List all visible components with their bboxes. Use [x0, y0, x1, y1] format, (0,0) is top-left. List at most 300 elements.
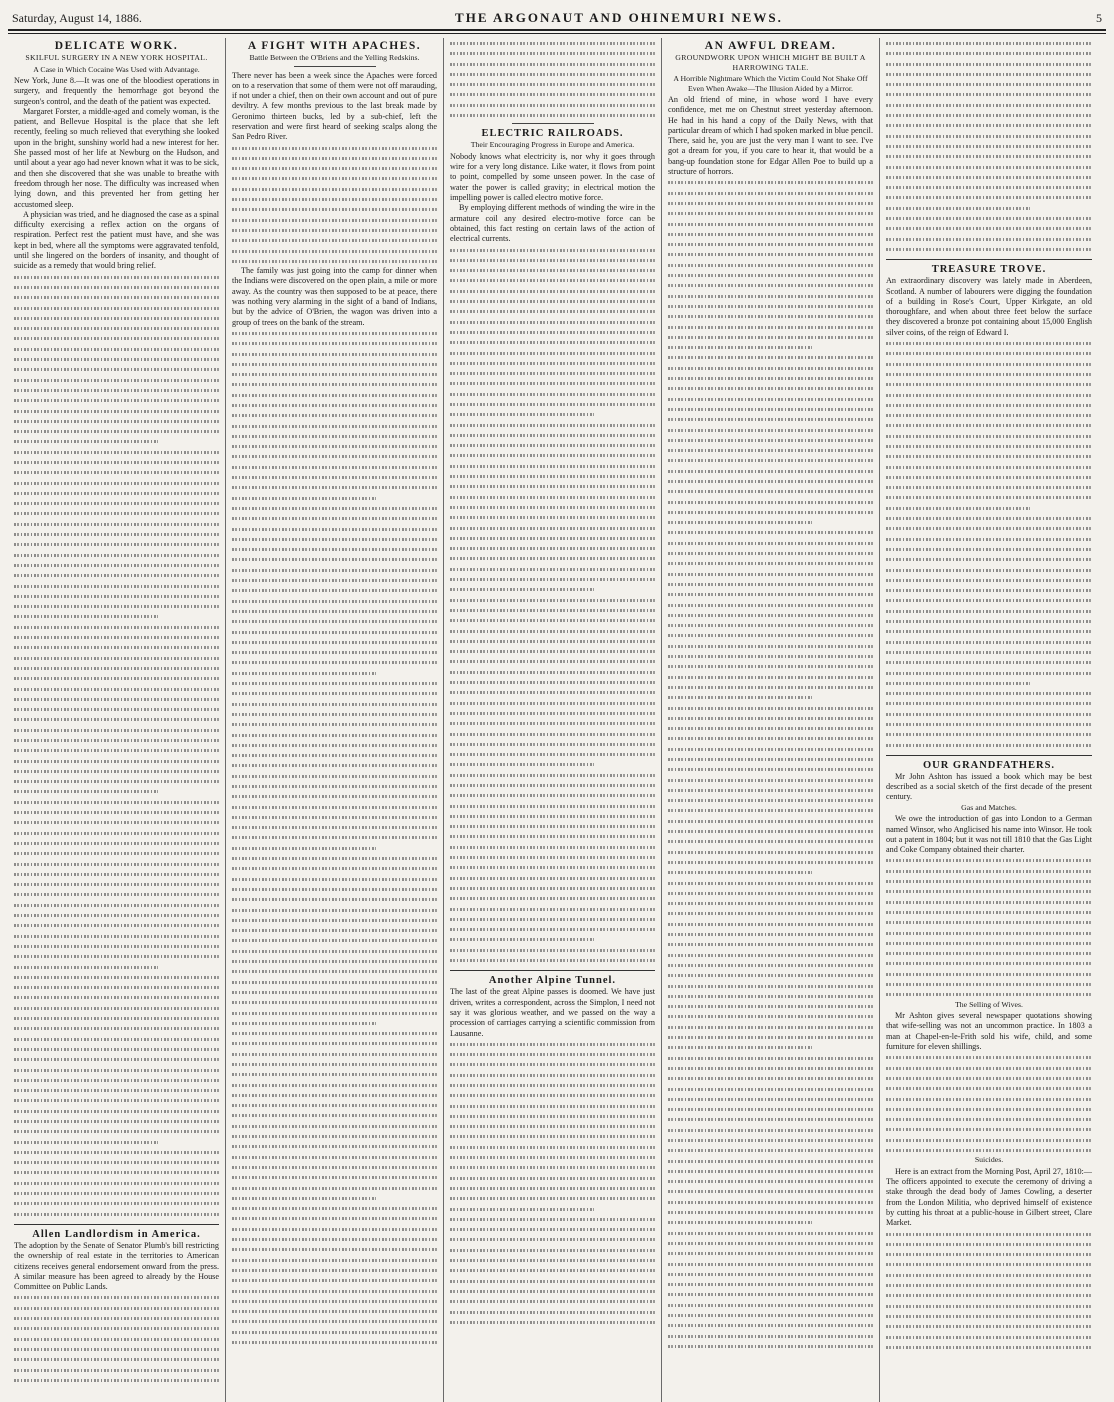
text-line [886, 938, 1092, 948]
body-text-block [886, 1229, 1092, 1353]
text-line [886, 876, 1092, 886]
text-line [450, 862, 655, 872]
text-line [886, 100, 1092, 110]
text-line [14, 426, 219, 436]
text-line [668, 1145, 873, 1155]
text-line [232, 874, 437, 884]
article-title-our-grandfathers: OUR GRANDFATHERS. [922, 759, 1056, 771]
text-line [450, 821, 655, 831]
text-line [886, 585, 1092, 595]
text-line [14, 1323, 219, 1333]
text-line [14, 951, 219, 961]
text-line [14, 889, 219, 899]
text-line [14, 622, 219, 632]
text-line [232, 997, 437, 1007]
text-line [668, 249, 873, 259]
column-4 [662, 38, 880, 1402]
text-line [450, 553, 655, 563]
text-line [232, 482, 437, 492]
text-line [450, 368, 655, 378]
text-line [450, 327, 655, 337]
body-text-block [232, 143, 437, 267]
text-line [14, 776, 219, 786]
text-line [886, 523, 1092, 533]
text-line [232, 1069, 437, 1079]
masthead [8, 0, 1106, 31]
text-line [450, 89, 655, 99]
text-line [14, 1188, 219, 1198]
text-line [450, 1049, 655, 1059]
text-line [232, 400, 437, 410]
text-line [886, 482, 1092, 492]
text-line [450, 399, 655, 409]
text-line [14, 560, 219, 570]
text-line [232, 554, 437, 564]
text-line [450, 275, 655, 285]
text-line [14, 292, 219, 302]
article-paragraph: New York, June 8.—It was one of the bloodiest operations in surgery, and frequently the hemorrhage got beyond the surgeon's control, and the death of the patient was expected. [14, 76, 219, 106]
text-line [232, 143, 437, 153]
text-line [14, 478, 219, 488]
text-line [14, 1095, 219, 1105]
text-line [14, 313, 219, 323]
text-line [232, 1213, 437, 1223]
text-line [232, 441, 437, 451]
text-line [14, 756, 219, 766]
text-line [232, 1316, 437, 1326]
text-line [232, 1306, 437, 1316]
text-line [450, 1142, 655, 1152]
text-line [668, 455, 873, 465]
text-line [450, 481, 655, 491]
article-paragraph: The last of the great Alpine passes is doomed. We have just driven, writes a correspondent, across the Simplon, I need not say it was glorious weather, and we passed on the way a procession of carriages carrying a scientific commission from Lausanne. [450, 987, 655, 1038]
text-line [450, 255, 655, 265]
text-line [232, 987, 437, 997]
text-line [450, 48, 655, 58]
text-line [232, 1131, 437, 1141]
text-line [450, 1193, 655, 1203]
text-line [886, 492, 1092, 502]
text-line [886, 565, 1092, 575]
text-line [886, 1104, 1092, 1114]
text-line [668, 1310, 873, 1320]
text-line [14, 354, 219, 364]
text-line [232, 153, 437, 163]
text-line [232, 349, 437, 359]
text-line [14, 416, 219, 426]
text-line [886, 1332, 1092, 1342]
text-line [232, 966, 437, 976]
body-text-block [886, 38, 1092, 254]
text-line [232, 1224, 437, 1234]
text-line [14, 601, 219, 611]
text-line [14, 1334, 219, 1344]
text-line [14, 817, 219, 827]
text-line [14, 735, 219, 745]
text-line [668, 383, 873, 393]
text-line [886, 38, 1092, 48]
text-line [232, 688, 437, 698]
article-title-delicate-work: DELICATE WORK. [54, 40, 179, 52]
text-line [232, 1183, 437, 1193]
text-line [14, 447, 219, 457]
text-line [886, 1280, 1092, 1290]
text-line [232, 410, 437, 420]
text-line [668, 991, 873, 1001]
text-line [232, 235, 437, 245]
text-line [14, 611, 158, 621]
text-line [450, 729, 655, 739]
text-line [14, 570, 219, 580]
text-line [14, 323, 219, 333]
text-line [668, 1259, 873, 1269]
text-line [450, 1101, 655, 1111]
text-line [232, 163, 437, 173]
text-line [450, 286, 655, 296]
text-line [14, 1167, 219, 1177]
text-line [14, 859, 219, 869]
text-line [668, 929, 873, 939]
text-line [886, 606, 1092, 616]
text-line [232, 616, 437, 626]
text-line [886, 359, 1092, 369]
text-line [232, 668, 376, 678]
text-line [668, 1300, 873, 1310]
article-paragraph: Nobody knows what electricity is, nor why it goes through wire for a very long distance. Like water, it flows from point to point, compelled by some unseen power. In the case of water the power is called gravity; in electrical motion the impelling power is called electro motive force. [450, 151, 655, 203]
body-text-block [886, 1052, 1092, 1155]
article-title-allen-landlordism: Allen Landlordism in America. [32, 1228, 201, 1240]
article-subtitle-fight-apaches: Battle Between the O'Briens and the Yelling Redskins. [249, 53, 420, 62]
text-line [668, 641, 873, 651]
text-line [886, 420, 1092, 430]
text-line [450, 656, 655, 666]
text-line [232, 1327, 437, 1337]
text-line [668, 1053, 873, 1063]
text-line [668, 754, 873, 764]
text-line [450, 1214, 655, 1224]
text-line [668, 1289, 873, 1299]
text-line [232, 225, 437, 235]
text-line [450, 337, 655, 347]
text-line [450, 924, 655, 934]
text-line [886, 369, 1092, 379]
text-line [668, 260, 873, 270]
article-divider [886, 755, 1092, 756]
text-line [668, 1238, 873, 1248]
text-line [232, 1028, 437, 1038]
text-line [14, 344, 219, 354]
text-line [886, 151, 1092, 161]
text-line [450, 564, 655, 574]
text-line [232, 1296, 437, 1306]
text-line [668, 1341, 873, 1351]
text-line [886, 131, 1092, 141]
text-line [668, 352, 873, 362]
text-line [886, 1063, 1092, 1073]
text-line [14, 406, 219, 416]
article-paragraph: An extraordinary discovery was lately made in Aberdeen, Scotland. A number of labourers were digging the foundation of a building in Rose's Court, Upper Kirkgate, an old thoroughfare, and when about three feet below the surface they discovered a bronze pot containing about 15,000 English silver coins, of the reign of Edward I. [886, 276, 1092, 337]
article-paragraph: An old friend of mine, in whose word I have every confidence, met me on Chestnut street yesterday afternoon. He had in his hand a copy of the Daily News, with that particular dream of which I had spoken marked in blue pencil. There, said he, you are just the very man I want to see. I've got a dream for you, if you care to hear it, that would be a bang-up foundation stone for Edgar Allen Poe to build up a structure of horrors. [668, 95, 873, 177]
text-line [668, 486, 873, 496]
text-line [668, 908, 873, 918]
text-line [232, 925, 437, 935]
text-line [450, 595, 655, 605]
text-line [668, 960, 873, 970]
text-line [232, 1286, 437, 1296]
text-line [668, 291, 873, 301]
text-line [14, 591, 219, 601]
article-paragraph: Mr Ashton gives several newspaper quotations showing that wife-selling was not an uncommon practice. In 1803 a man at Chapel-en-le-Frith sold his wife, child, and some furniture for eleven shillings. [886, 1011, 1092, 1052]
article-deck-delicate-work: A Case in Which Cocaine Was Used with Advantage. [33, 64, 200, 74]
text-line [450, 296, 655, 306]
text-line [668, 847, 873, 857]
text-line [450, 1255, 655, 1265]
body-text-block [450, 38, 655, 120]
text-line [232, 719, 437, 729]
text-line [668, 1156, 873, 1166]
text-line [232, 1234, 437, 1244]
section-heading: The Selling of Wives. [955, 999, 1023, 1009]
article-paragraph: The family was just going into the camp for dinner when the Indians were discovered on the open plain, a mile or more away. As the country was then supposed to be at peace, there was nothing very alarming in the sight of a band of Indians, but by the advice of O'Brien, the wagon was driven into a group of trees on the bank of the stream. [232, 266, 437, 327]
text-line [668, 600, 873, 610]
text-line [668, 445, 873, 455]
text-line [668, 1320, 873, 1330]
text-line [886, 544, 1092, 554]
text-line [14, 467, 219, 477]
text-line [232, 596, 437, 606]
article-subtitle-delicate-work: SKILFUL SURGERY IN A NEW YORK HOSPITAL. [25, 53, 208, 62]
text-line [450, 1234, 655, 1244]
text-line [668, 208, 873, 218]
text-line [668, 476, 873, 486]
text-line [450, 1296, 655, 1306]
text-line [668, 888, 873, 898]
text-line [14, 766, 219, 776]
text-line [232, 565, 437, 575]
text-line [232, 935, 437, 945]
text-line [668, 548, 873, 558]
text-line [14, 910, 219, 920]
text-line [668, 219, 873, 229]
text-line [14, 1003, 219, 1013]
text-line [14, 519, 219, 529]
text-line [450, 358, 655, 368]
text-line [886, 79, 1092, 89]
text-line [232, 1193, 376, 1203]
text-line [14, 807, 219, 817]
body-text-block [450, 1039, 655, 1327]
text-line [450, 584, 594, 594]
text-line [886, 719, 1092, 729]
text-line [886, 1083, 1092, 1093]
text-line [14, 1375, 219, 1385]
text-line [668, 177, 873, 187]
article-divider [512, 123, 594, 124]
text-line [450, 389, 655, 399]
article-title-alpine-tunnel: Another Alpine Tunnel. [488, 975, 617, 987]
article-title-fight-apaches: A FIGHT WITH APACHES. [247, 40, 422, 52]
text-line [450, 1080, 655, 1090]
text-line [232, 1141, 437, 1151]
text-line [886, 668, 1092, 678]
text-line [668, 857, 873, 867]
text-line [668, 703, 873, 713]
text-line [886, 410, 1092, 420]
text-line [450, 1162, 655, 1172]
text-line [886, 120, 1092, 130]
article-paragraph: A physician was tried, and he diagnosed the case as a spinal difficulty exercising a reflex action on the organs of respiration. Perfect rest the patient must have, and she was kept in bed, where all the symptoms were aggravated tenfold, until she lingered on the borders of insanity, and thought of suicide as a remedy that would bring relief. [14, 209, 219, 271]
text-line [450, 636, 655, 646]
article-paragraph: Mr John Ashton has issued a book which may be best described as a social sketch of the first decade of the present century. [886, 771, 1092, 802]
text-line [450, 523, 655, 533]
text-line [450, 1039, 655, 1049]
text-line [450, 317, 655, 327]
text-line [14, 992, 219, 1002]
text-line [232, 1121, 437, 1131]
text-line [886, 1239, 1092, 1249]
text-line [668, 620, 873, 630]
text-line [450, 543, 655, 553]
text-line [450, 306, 655, 316]
text-line [450, 698, 655, 708]
text-line [886, 1052, 1092, 1062]
text-line [232, 915, 437, 925]
text-line [668, 239, 873, 249]
text-line [450, 110, 655, 120]
text-line [232, 781, 437, 791]
body-text-block [668, 177, 873, 1351]
text-line [232, 1162, 437, 1172]
article-subtitle-awful-dream: GROUNDWORK UPON WHICH MIGHT BE BUILT A HARROWING TALE. [675, 53, 866, 72]
text-line [14, 333, 219, 343]
text-line [668, 497, 873, 507]
text-line [450, 770, 655, 780]
text-line [886, 244, 1092, 254]
article-paragraph: We owe the introduction of gas into London to a German named Winsor, who Anglicised his name into Winsor. He took out a patent in 1804; but it was not till 1810 that the Gas Light and Coke Company obtained their charter. [886, 814, 1092, 855]
title-rule [294, 66, 376, 67]
text-line [14, 1034, 219, 1044]
text-line [14, 1178, 219, 1188]
text-line [886, 462, 1092, 472]
text-line [232, 647, 437, 657]
text-line [450, 1286, 655, 1296]
section-heading: Suicides. [974, 1155, 1004, 1165]
text-line [668, 1217, 812, 1227]
article-paragraph: Here is an extract from the Morning Post, April 27, 1810:—The officers appointed to execute the ceremony of driving a stake through the dead body of James Cowling, a deserter from the London Militia, who deprived himself of existence by cutting his throat at a public-house in Gilbert street, Clare Market. [886, 1166, 1092, 1228]
text-line [886, 472, 1092, 482]
text-line [450, 955, 655, 965]
text-line [886, 89, 1092, 99]
text-line [232, 575, 437, 585]
text-line [14, 364, 219, 374]
text-line [232, 1244, 437, 1254]
page-number: 5 [1095, 11, 1102, 25]
text-line [14, 1344, 219, 1354]
column-1 [8, 38, 226, 1402]
text-line [450, 1265, 655, 1275]
text-line [886, 379, 1092, 389]
text-line [232, 730, 437, 740]
text-line [232, 451, 437, 461]
text-line [232, 256, 437, 266]
text-line [14, 982, 219, 992]
text-line [14, 1065, 219, 1075]
text-line [668, 589, 873, 599]
text-line [886, 969, 1092, 979]
text-line [14, 498, 219, 508]
text-line [232, 431, 437, 441]
text-line [886, 958, 1092, 968]
body-text-block [886, 855, 1092, 999]
text-line [232, 369, 437, 379]
text-line [668, 692, 812, 702]
text-line [232, 1008, 437, 1018]
text-line [232, 359, 437, 369]
text-line [886, 886, 1092, 896]
text-line [14, 436, 158, 446]
text-line [232, 606, 437, 616]
text-line [450, 801, 655, 811]
text-line [450, 409, 594, 419]
text-line [886, 182, 1092, 192]
article-paragraph: Margaret Forster, a middle-aged and comely woman, is the patient, and Bellevue Hospital is the place that she left recently, feeling so much relieved that everything she looked upon in the bright, sunshiny world had a new interest for her. She passed most of her life at Newburg on the Hudson, and until about a year ago had never known what it was to be sick, and then she discovered that she was unable to breathe with freedom through her nose. The difficulty was increased when lying down, and this prevented her from getting her accustomed sleep. [14, 106, 219, 209]
text-line [450, 1059, 655, 1069]
text-line [14, 395, 219, 405]
text-line [450, 461, 655, 471]
text-line [886, 59, 1092, 69]
text-line [14, 725, 219, 735]
text-line [232, 956, 437, 966]
text-line [232, 771, 437, 781]
text-line [668, 723, 873, 733]
text-line [668, 1166, 873, 1176]
text-line [668, 919, 873, 929]
text-line [14, 673, 219, 683]
text-line [232, 204, 437, 214]
text-line [886, 390, 1092, 400]
text-line [668, 1135, 873, 1145]
text-line [668, 1114, 873, 1124]
text-line [668, 538, 873, 548]
text-line [668, 414, 873, 424]
text-line [886, 866, 1092, 876]
text-line [14, 282, 219, 292]
column-2 [226, 38, 444, 1402]
text-line [232, 1090, 437, 1100]
text-line [668, 301, 873, 311]
text-line [886, 907, 1092, 917]
text-line [886, 709, 1092, 719]
text-line [450, 667, 655, 677]
text-line [668, 527, 873, 537]
article-paragraph: There never has been a week since the Apaches were forced on to a reservation that some of them were not off marauding, if not under a chief, then on their own account and out of pure deviltry. A few months previous to the last break made by Geronimo thirteen bucks, led by a sub-chief, left the reservation and were first heard of seeking scalps along the San Pedro River. [232, 70, 437, 142]
text-line [14, 1106, 219, 1116]
text-line [668, 805, 873, 815]
text-line [450, 245, 655, 255]
article-subtitle-electric-railroads: Their Encouraging Progress in Europe and America. [470, 140, 635, 150]
article-paragraph: By employing different methods of winding the wire in the armature coil any desired electro-motive force can be obtained, this fact resting on certain laws of the action of electrical currents. [450, 203, 655, 244]
text-line [14, 488, 219, 498]
text-line [668, 1084, 873, 1094]
text-line [450, 945, 655, 955]
text-line [14, 941, 219, 951]
text-line [886, 1321, 1092, 1331]
text-line [668, 764, 873, 774]
text-line [450, 38, 655, 48]
text-line [450, 852, 655, 862]
text-line [232, 338, 437, 348]
text-line [450, 873, 655, 883]
